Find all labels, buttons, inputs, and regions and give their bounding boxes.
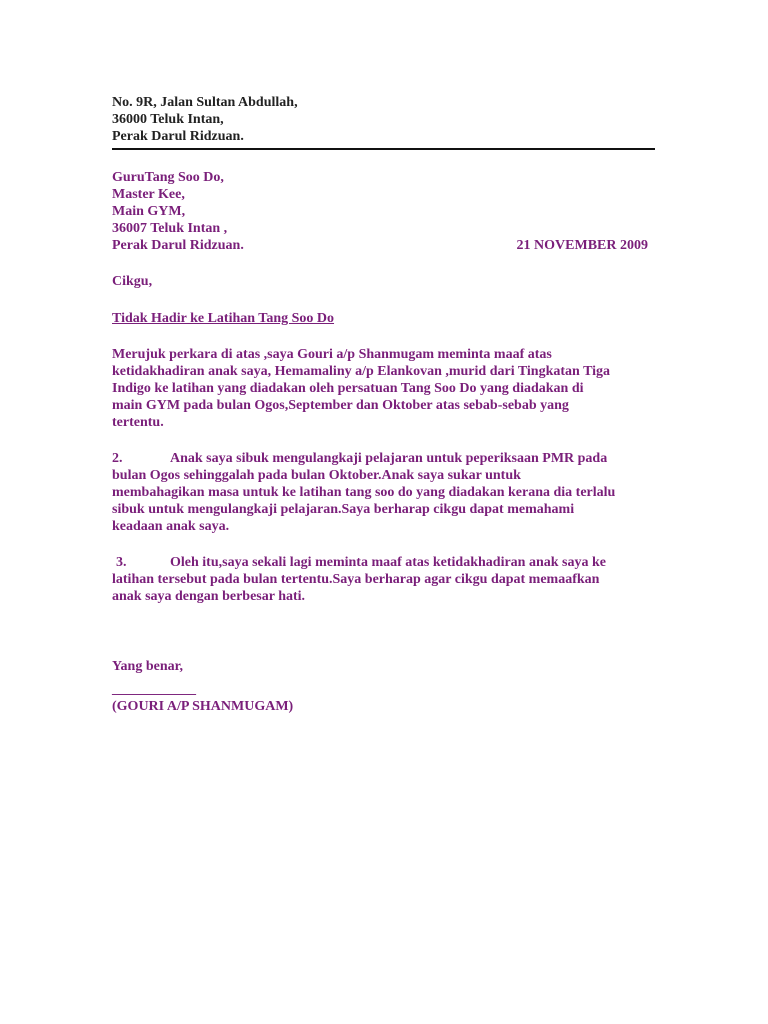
letter-date: 21 NOVEMBER 2009 (516, 238, 648, 253)
recipient-line-1: GuruTang Soo Do, (112, 170, 224, 185)
paragraph-2-first-line (112, 450, 657, 467)
paragraph-3-number: 3. (116, 555, 127, 570)
paragraph-3-line: latihan tersebut pada bulan tertentu.Saya berharap agar cikgu dapat memaafkan (112, 572, 600, 587)
recipient-address (112, 169, 657, 254)
recipient-line-5: Perak Darul Ridzuan. (112, 238, 244, 253)
recipient-date-row (112, 237, 648, 254)
paragraph-1-line: ketidakhadiran anak saya, Hemamaliny a/p Elankovan ,murid dari Tingkatan Tiga (112, 364, 611, 379)
sender-line-3: Perak Darul Ridzuan. (112, 129, 244, 144)
paragraph-1-line: Indigo ke latihan yang diadakan oleh persatuan Tang Soo Do yang diadakan di (112, 381, 584, 396)
paragraph-2-line: bulan Ogos sehinggalah pada bulan Oktober.Anak saya sukar untuk (112, 468, 521, 483)
recipient-line-3: Main GYM, (112, 204, 186, 219)
paragraph-2-line: keadaan anak saya. (112, 519, 230, 534)
paragraph-3 (112, 554, 657, 605)
paragraph-3-line: anak saya dengan berbesar hati. (112, 589, 306, 604)
header-divider (112, 148, 655, 150)
salutation: Cikgu, (112, 274, 153, 289)
paragraph-1-line: Merujuk perkara di atas ,saya Gouri a/p Shanmugam meminta maaf atas (112, 347, 552, 362)
sender-line-2: 36000 Teluk Intan, (112, 112, 224, 127)
letter-subject: Tidak Hadir ke Latihan Tang Soo Do (112, 311, 335, 326)
signature-line: ____________ (112, 682, 196, 697)
paragraph-2-line: sibuk untuk mengulangkaji pelajaran.Saya berharap cikgu dapat memahami (112, 502, 575, 517)
paragraph-1-line: tertentu. (112, 415, 164, 430)
paragraph-2 (112, 450, 657, 535)
paragraph-3-first-line (112, 554, 657, 571)
paragraph-3-first-text: Oleh itu,saya sekali lagi meminta maaf atas ketidakhadiran anak saya ke (170, 555, 606, 570)
signature-name: (GOURI A/P SHANMUGAM) (112, 699, 294, 714)
closing: Yang benar, (112, 659, 184, 674)
paragraph-2-line: membahagikan masa untuk ke latihan tang soo do yang diadakan kerana dia terlalu (112, 485, 616, 500)
paragraph-2-first-text: Anak saya sibuk mengulangkaji pelajaran untuk peperiksaan PMR pada (170, 451, 608, 466)
recipient-line-4: 36007 Teluk Intan , (112, 221, 228, 236)
sender-line-1: No. 9R, Jalan Sultan Abdullah, (112, 95, 298, 110)
letter (112, 94, 657, 715)
paragraph-1-line: main GYM pada bulan Ogos,September dan Oktober atas sebab-sebab yang (112, 398, 569, 413)
recipient-line-2: Master Kee, (112, 187, 185, 202)
sender-address (112, 94, 657, 145)
paragraph-2-number: 2. (112, 451, 123, 466)
paragraph-1 (112, 346, 657, 431)
